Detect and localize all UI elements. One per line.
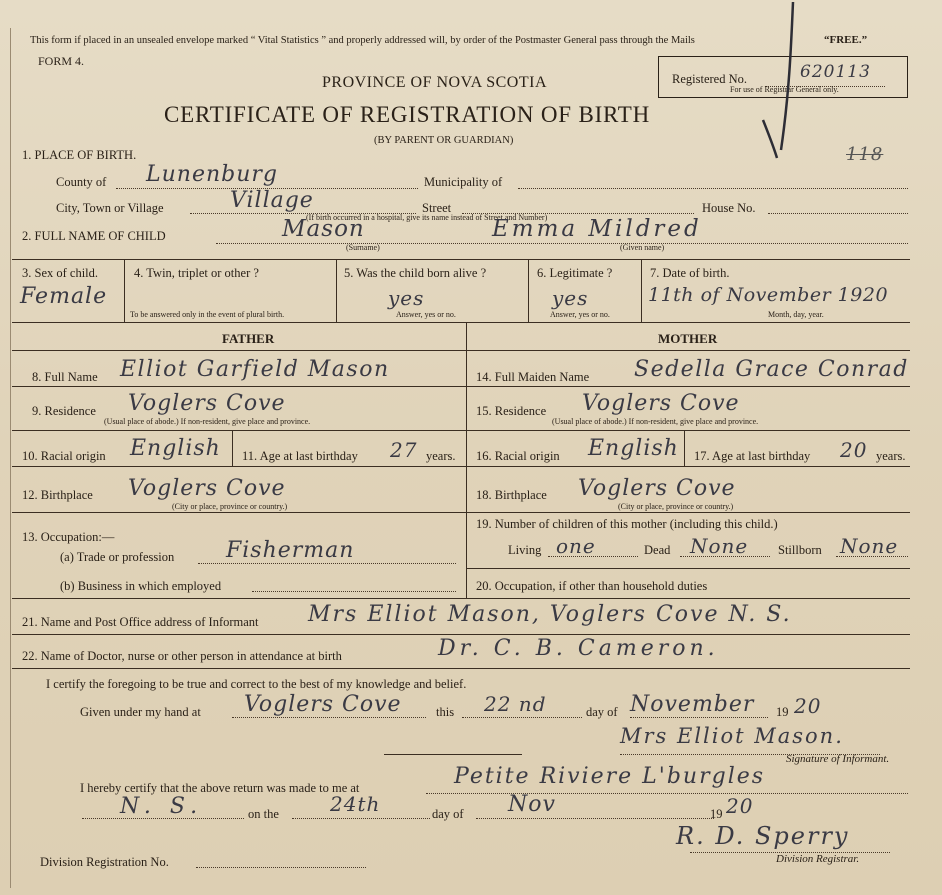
registrar-place: Petite Riviere L'burgles (454, 764, 766, 789)
legitimate-label: 6. Legitimate ? (537, 266, 613, 280)
father-name-label: 8. Full Name (32, 370, 98, 384)
mother-residence-label: 15. Residence (476, 404, 547, 418)
reg-year-prefix: 19 (710, 807, 723, 821)
dob-label: 7. Date of birth. (650, 266, 730, 280)
reg-day-of-label: day of (432, 807, 464, 821)
row3-bottom-rule (12, 322, 910, 323)
mother-heading: MOTHER (658, 331, 718, 346)
place-of-birth-label: 1. PLACE OF BIRTH. (22, 148, 137, 162)
hospital-note: (If birth occurred in a hospital, give its name instead of Street and Number) (306, 213, 548, 222)
given-month-line (630, 717, 768, 718)
dead-label: Dead (644, 543, 671, 557)
child-name-line (216, 243, 908, 244)
mother-row-rule-5 (466, 568, 910, 569)
alive-value: yes (388, 286, 425, 310)
municipality-line (518, 188, 908, 189)
corner-number: 118 (846, 144, 884, 165)
on-the-label: on the (248, 807, 279, 821)
father-heading: FATHER (222, 331, 275, 346)
mother-occupation-label: 20. Occupation, if other than household duties (476, 579, 708, 593)
father-name-value: Elliot Garfield Mason (120, 357, 390, 382)
mother-age-divider (684, 430, 685, 466)
doctor-value: Dr. C. B. Cameron. (438, 636, 719, 661)
father-birthplace-label: 12. Birthplace (22, 488, 93, 502)
stillborn-value: None (840, 534, 899, 558)
mother-birthplace-label: 18. Birthplace (476, 488, 547, 502)
certify-text: I certify the foregoing to be true and correct to the best of my knowledge and belief. (46, 677, 467, 691)
mother-age-value: 20 (840, 438, 868, 462)
registrar-place-line (426, 793, 908, 794)
informant-signature: Mrs Elliot Mason. (620, 724, 844, 748)
mother-birthplace-note: (City or place, province or country.) (618, 502, 734, 511)
father-trade-value: Fisherman (226, 538, 355, 563)
father-age-value: 27 (390, 438, 418, 462)
living-label: Living (508, 543, 542, 557)
sex-label: 3. Sex of child. (22, 266, 99, 280)
county-label: County of (56, 175, 107, 189)
center-rule (384, 754, 522, 755)
this-label: this (436, 705, 455, 719)
mother-row-rule-1 (466, 386, 910, 387)
province-heading: PROVINCE OF NOVA SCOTIA (322, 74, 548, 91)
doctor-label: 22. Name of Doctor, nurse or other person in attendance at birth (22, 649, 342, 663)
municipality-label: Municipality of (424, 175, 503, 189)
father-racial-label: 10. Racial origin (22, 449, 106, 463)
child-surname: Mason (282, 216, 365, 242)
father-residence-note: (Usual place of abode.) If non-resident, give place and province. (104, 417, 311, 426)
surname-note: (Surname) (346, 243, 380, 252)
registered-note: For use of Registrar General only. (730, 85, 839, 94)
informant-top-rule (12, 598, 910, 599)
child-name-label: 2. FULL NAME OF CHILD (22, 229, 166, 243)
row3-divider-4 (641, 259, 642, 322)
father-birthplace-value: Voglers Cove (128, 476, 286, 501)
registrar-signature-label: Division Registrar. (776, 853, 860, 865)
city-value: Village (230, 188, 314, 213)
legitimate-value: yes (552, 286, 589, 310)
check-mark-icon (755, 0, 815, 165)
dob-note: Month, day, year. (768, 310, 824, 319)
mother-age-label: 17. Age at last birthday (694, 449, 811, 463)
father-age-label: 11. Age at last birthday (242, 449, 358, 463)
child-given-name: Emma Mildred (492, 216, 702, 242)
mother-name-label: 14. Full Maiden Name (476, 370, 590, 384)
father-residence-label: 9. Residence (32, 404, 96, 418)
mother-row-rule-2 (466, 430, 910, 431)
page-subtitle: (BY PARENT OR GUARDIAN) (374, 135, 514, 146)
father-age-years: years. (426, 449, 456, 463)
page-title: CERTIFICATE OF REGISTRATION OF BIRTH (164, 102, 651, 127)
father-trade-line (198, 563, 456, 564)
parents-heading-rule (12, 350, 910, 351)
legitimate-note: Answer, yes or no. (550, 310, 610, 319)
row3-divider-3 (528, 259, 529, 322)
reg-month-line (476, 818, 714, 819)
city-label: City, Town or Village (56, 201, 164, 215)
informant-value: Mrs Elliot Mason, Voglers Cove N. S. (308, 602, 792, 627)
informant-label: 21. Name and Post Office address of Informant (22, 615, 259, 629)
dob-value: 11th of November 1920 (648, 284, 889, 306)
division-registration-line (196, 867, 366, 868)
given-day: 22 nd (484, 692, 547, 716)
registered-label: Registered No. (672, 72, 747, 86)
alive-note: Answer, yes or no. (396, 310, 456, 319)
father-occupation-label: 13. Occupation:— (22, 530, 115, 544)
house-label: House No. (702, 201, 756, 215)
year-prefix: 19 (776, 705, 789, 719)
father-residence-value: Voglers Cove (128, 391, 286, 416)
dead-value: None (690, 534, 749, 558)
reg-day-line (292, 818, 430, 819)
father-row-rule-2 (12, 430, 466, 431)
mother-row-rule-3 (466, 466, 910, 467)
reg-day: 24th (330, 792, 381, 816)
mother-row-rule-4 (466, 512, 910, 513)
given-place: Voglers Cove (244, 692, 402, 717)
division-registration-label: Division Registration No. (40, 855, 169, 869)
reg-month: Nov (508, 792, 556, 817)
row3-top-rule (12, 259, 910, 260)
alive-label: 5. Was the child born alive ? (344, 266, 487, 280)
free-notice: “FREE.” (824, 34, 868, 46)
row3-divider-2 (336, 259, 337, 322)
reg-year: 20 (726, 794, 754, 818)
registrar-signature: R. D. Sperry (676, 822, 850, 850)
mailing-notice: This form if placed in an unsealed envelope marked “ Vital Statistics ” and properly addressed will, by order of the Postmaster General pass through the Mails (30, 35, 695, 46)
given-month: November (630, 692, 755, 717)
doctor-bottom-rule (12, 668, 910, 669)
registered-value: 620113 (800, 62, 871, 82)
stillborn-label: Stillborn (778, 543, 822, 557)
given-name-note: (Given name) (620, 243, 665, 252)
father-trade-label: (a) Trade or profession (60, 550, 175, 564)
given-under-label: Given under my hand at (80, 705, 201, 719)
house-line (768, 213, 908, 214)
mother-birthplace-value: Voglers Cove (578, 476, 736, 501)
father-row-rule-1 (12, 386, 466, 387)
registrar-place2: N. S. (120, 794, 204, 819)
mother-racial-value: English (588, 436, 679, 461)
left-margin-line (10, 28, 11, 888)
county-value: Lunenburg (146, 162, 278, 187)
twin-label: 4. Twin, triplet or other ? (134, 266, 259, 280)
row3-divider-1 (124, 259, 125, 322)
form-number: FORM 4. (38, 54, 85, 68)
given-year: 20 (794, 694, 822, 718)
given-day-line (462, 717, 582, 718)
registrar-certify-text: I hereby certify that the above return was made to me at (80, 781, 360, 795)
given-place-line (232, 717, 426, 718)
mother-children-label: 19. Number of children of this mother (including this child.) (476, 517, 778, 531)
father-birthplace-note: (City or place, province or country.) (172, 502, 288, 511)
father-row-rule-4 (12, 512, 466, 513)
twin-note: To be answered only in the event of plural birth. (130, 310, 285, 319)
father-business-label: (b) Business in which employed (60, 579, 222, 593)
living-value: one (556, 534, 596, 558)
parents-divider (466, 322, 467, 598)
father-age-divider (232, 430, 233, 466)
mother-name-value: Sedella Grace Conrad (634, 357, 909, 382)
mother-racial-label: 16. Racial origin (476, 449, 560, 463)
day-of-label: day of (586, 705, 618, 719)
doctor-top-rule (12, 634, 910, 635)
sex-value: Female (20, 284, 108, 309)
father-racial-value: English (130, 436, 221, 461)
street-label: Street (422, 201, 452, 215)
mother-age-years: years. (876, 449, 906, 463)
father-business-line (252, 591, 456, 592)
mother-residence-note: (Usual place of abode.) If non-resident, give place and province. (552, 417, 759, 426)
mother-residence-value: Voglers Cove (582, 391, 740, 416)
informant-signature-label: Signature of Informant. (786, 753, 890, 765)
father-row-rule-3 (12, 466, 466, 467)
